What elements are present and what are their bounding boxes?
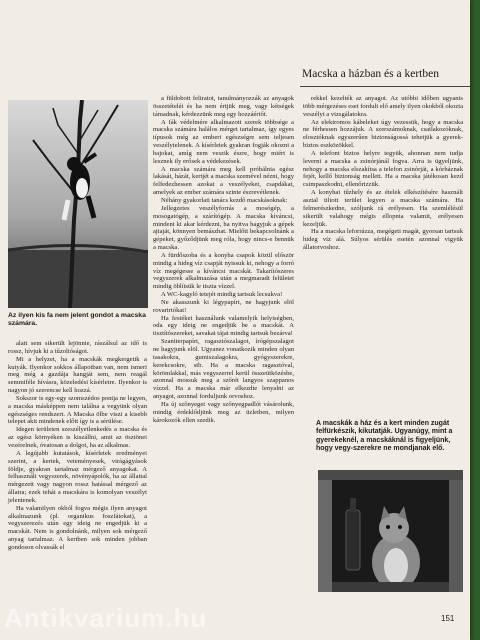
photo-caption: Az ilyen kis fa nem jelent gondot a macska számára. bbox=[8, 312, 146, 328]
paragraph: A legújabb kutatások, kísérletek eredményei szerint, a kertek, veteményesek, virágágyások földje, gyakran tartalmaz mérgező anyagokat. A felhasznált vegyszerek, növényápolók, ha az állattal mérgezett vagy nagyon rossz hatással mérgező az állatra; ezek tehát a macskára is komolyan veszélyt jelentenek. bbox=[8, 449, 147, 504]
paragraph: A konyhai tűzhely és az ételek elkészítésére használt asztal tiltott terület legyen a macska számára. Ha felmerészkedne, szóljunk rá erélyesen. Ha szemlélésül sikerült valahogy mégis ellopnia valamit, erélyesen kezeljük. bbox=[303, 189, 463, 228]
paragraph: A WC-kagyló tetejét mindig tartsuk lecsukva! bbox=[161, 291, 283, 299]
paragraph: Ha valamilyen okból fogva mégis ilyen anyagot alkalmazunk (pl. organikus foszfátokat), a vegyszerezés után egy ideig ne engedjük ki a macskát. Nem is gondolnánk, milyen sok mérgező anyag tartalmaz. A kertben sok minden jobban gondoson olvassák el bbox=[8, 504, 147, 551]
paragraph: Mi a helyzet, ha a macskák megkergetik a kutyák. Ilyenkor sokkos állapotban van, nem ismeri meg még a gazdája hangját sem, nem reagál semmiféle hívásra, közeledési kísérletre. Ilyenkor is nagyon jó szerencse kell hozzá. bbox=[8, 355, 147, 395]
photo-caption: A macskák a ház és a kert minden zugát felfürkészik, kikutatják. Ugyanúgy, mint a gyerekeknél, a macskáknál is figyeljünk, hogy vegy-szerekre ne mondjanak elő. bbox=[316, 420, 453, 453]
page-number: 151 bbox=[441, 614, 455, 623]
paragraph: Idegen területen szeszélyetlenkedés a macska és az egész környéken is kiszállni, amit az ösztönei vezérelnek, óvatosan a dolgot, ha az alkalmas. bbox=[8, 426, 147, 449]
text-column-right bbox=[303, 95, 463, 252]
text-column-middle bbox=[153, 95, 294, 424]
text-column-left bbox=[8, 340, 147, 552]
paragraph: A fürdőszoba és a konyha csapok közül először mindig a hideg víz csapját nyissuk ki, nehogy a forró víz megégesse a kíváncsi macskát. Takarítószeres vegyszerek alkalmazása után a megmaradt felületet mindig öblítsük le tiszta vízzel. bbox=[153, 251, 294, 291]
cat-in-window-photo bbox=[318, 470, 463, 592]
paragraph: Jellegzetes veszélyforrás a mosógép, a mosogatógép, a szárítógép. A macska kíváncsi, mindent ki akar kérdezni, ha nyitva hagyjuk a gépek ajtaját, könnyen bemászhat. Mielőtt bekapcsolnánk a gépeket, győződjünk meg róla, hogy nincs-e bennük a macska. bbox=[153, 204, 294, 252]
paragraph: Szaniterpapírt, ragasztószalagot, írógépszalagot ne hagyjunk elöl. Ugyanez vonatkozik minden olyan tasakokra, gumiszalagokra, gyógyszerekre, kerekcsokre, stb. Ha a macska ragasztóval, körömlakkal, más vegyszerrel kerül összeütközésbe, azonnal mossuk meg a szőrét langyos szappanos vízzel. Ha a macska már elkezdte lenyalni az anyagot, azonnal forduljunk orvoshoz. bbox=[153, 338, 294, 401]
paragraph: Ha festéket használunk valamelyik helyiségben, oda egy ideig ne engedjük be a macskát. A tisztítószereket, savakat tájat mindig tartsuk bezárva! bbox=[153, 314, 294, 338]
paragraph: Sokszor is egy-egy szomszédos pontja ne legyen, a macska másképpen nem találna a vegyünk olyan egészséges rendszert. A Macska ölbe viszi a kisebb telepet akit mindenek előtt így is a sérülése. bbox=[8, 394, 147, 426]
paragraph: Ne akasszunk ki légypapírt, ne hagyjunk elöl rovarirtókat! bbox=[153, 298, 294, 314]
paragraph: Ha új szőnyeget vagy szőnyegpadlót vásárolunk, mindig érdeklődjünk meg az üzletben, milyen károkozók ellen szedik. bbox=[153, 400, 294, 424]
paragraph: alatt sem sikerült lejönnie, rászálsul az idő is rossz, hívjuk ki a tűzoltóságot. bbox=[8, 340, 147, 355]
paragraph: A fák védelmére alkalmazott szerek többsége a macska számára halálos mérget tartalmaz, így egyes típusok még az emberi egészségre sem teljesen veszélytelenek. A kísérletek gyakran fogják okozni a bajokat, amíg nem veszik észre, hogy miért is lesznek ily erősek a védekezések. bbox=[153, 118, 294, 165]
cat-in-tree-photo bbox=[8, 100, 148, 308]
section-header: Macska a házban és a kertben bbox=[302, 68, 439, 80]
paragraph: rekkel kezelték az anyagot. Az utóbbi időben ugyanis több mérgezéses eset fordult elő amely ilyen okokból okozta veszélyt a vizsgálatokra. bbox=[303, 95, 463, 118]
paragraph: a füldobott feliratot, tanulmányozzák az anyagok összetételét és ha nem értjük meg, vagy kétségek támadnak, kérdezzünk meg egy hozzáértőt. bbox=[153, 95, 294, 118]
watermark: Antikvarium.hu bbox=[4, 603, 208, 633]
paragraph: A telefont biztos helyre tegyük, ahonnan nem tudja leverni a macska a zsinórjánál fogva. Arra is ügyeljünk, nehogy a macska elszakítsa a telefon zsinórját, a kórháznak fejét, kellő biztonság mellett. Ha a macska játékosan kezd csimpaszkodni, ellenőrizzük. bbox=[303, 149, 463, 189]
paragraph: A macska számára meg kell próbálnia egész lakását, házát, kertjét a macska szemével nézni, hogy felfedezhessen azokat a veszélyeket, csapdákat, amelyek az ember számára szinte észrevétlenek. bbox=[153, 165, 294, 197]
paragraph: Ha a macska leforrázza, megégeti magát, gyorsan tartsuk hideg víz alá. Súlyos sérülés esetén azonnal vigyük állatorvoshoz. bbox=[303, 228, 463, 252]
paragraph: Néhány gyakorlati tanács kezdő macskásoknak: bbox=[161, 196, 288, 204]
paragraph: Az elektromos kábeleket úgy vezessük, hogy a macska ne férhessen hozzájuk. A szerszámoknak, csatlakozóknak, elosztóknak egyszerűen biztonságossá tehetjük a gyerek-biztos eszközökkel. bbox=[303, 118, 463, 150]
